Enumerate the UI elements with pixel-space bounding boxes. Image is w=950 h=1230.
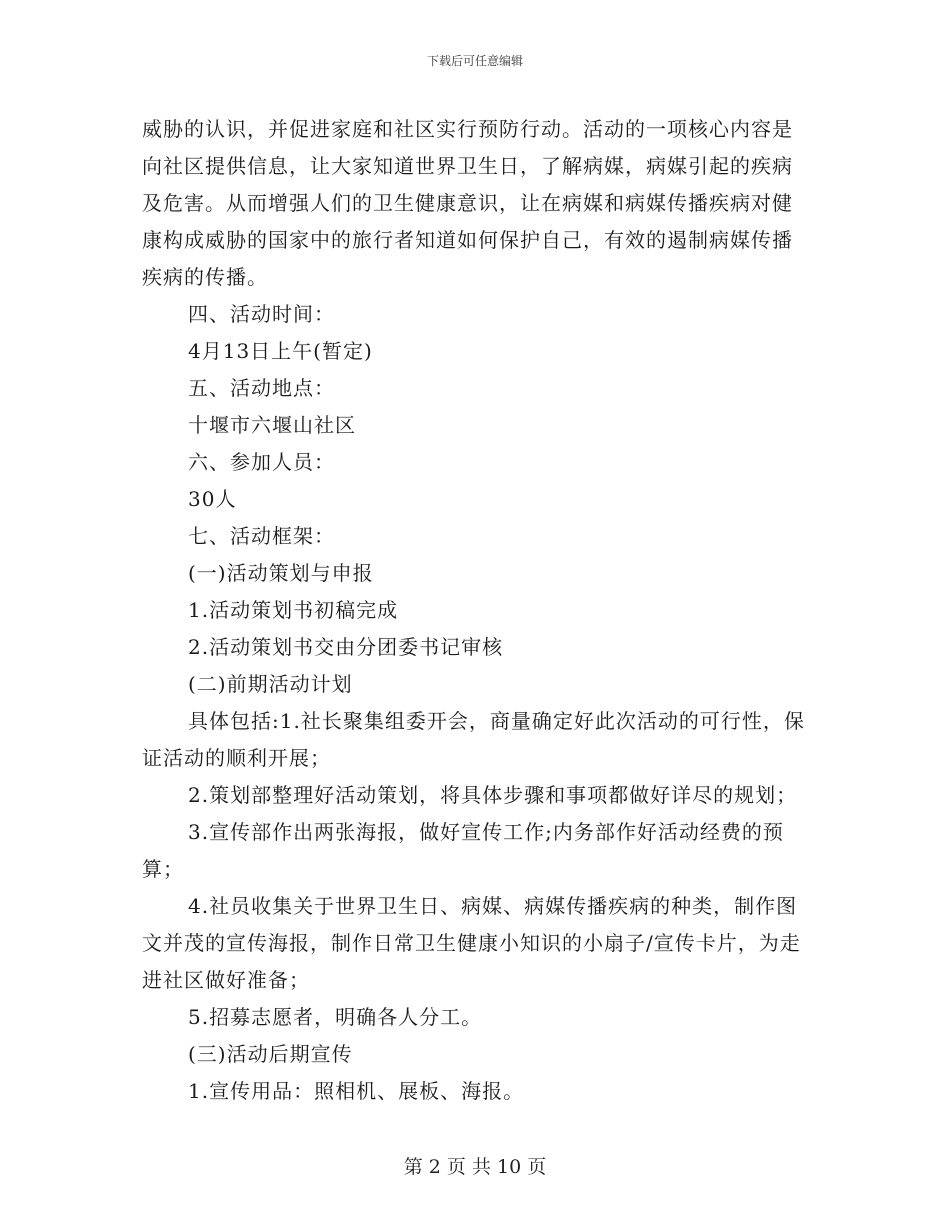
list-item-pre-4: 4.社员收集关于世界卫生日、病媒、病媒传播疾病的种类，制作图文并茂的宣传海报，制作日常卫生健康小知识的小扇子/宣传卡片，为走进社区做好准备；	[142, 894, 801, 992]
document-body	[142, 111, 812, 1110]
list-item-planning-1: 1.活动策划书初稿完成	[188, 598, 399, 622]
list-item-post-1: 1.宣传用品：照相机、展板、海报。	[188, 1079, 525, 1103]
header-note: 下载后可任意编辑	[426, 54, 523, 68]
subheading-planning: (一)活动策划与申报	[188, 561, 374, 585]
paragraph-participants: 30人	[188, 487, 237, 511]
subheading-post-activity: (三)活动后期宣传	[188, 1042, 353, 1066]
section-heading-framework: 七、活动框架：	[188, 524, 335, 548]
paragraph-time: 4月13日上午(暂定)	[188, 339, 373, 363]
section-heading-time: 四、活动时间：	[188, 302, 335, 326]
paragraph-location: 十堰市六堰山社区	[188, 413, 356, 437]
list-item-pre-5: 5.招募志愿者，明确各人分工。	[188, 1005, 483, 1029]
section-heading-participants: 六、参加人员：	[188, 450, 335, 474]
list-item-pre-1: 具体包括:1.社长聚集组委开会，商量确定好此次活动的可行性，保证活动的顺利开展；	[142, 709, 805, 770]
subheading-pre-activity: (二)前期活动计划	[188, 672, 353, 696]
paragraph-intro: 威胁的认识，并促进家庭和社区实行预防行动。活动的一项核心内容是向社区提供信息，让大家知道世界卫生日，了解病媒，病媒引起的疾病及危害。从而增强人们的卫生健康意识，让在病媒和病媒传播疾病对健康构成威胁的国家中的旅行者知道如何保护自己，有效的遏制病媒传播疾病的传播。	[142, 117, 793, 289]
list-item-pre-2: 2.策划部整理好活动策划，将具体步骤和事项都做好详尽的规划；	[188, 783, 798, 807]
section-heading-location: 五、活动地点：	[188, 376, 335, 400]
list-item-planning-2: 2.活动策划书交由分团委书记审核	[188, 635, 504, 659]
list-item-pre-3: 3.宣传部作出两张海报，做好宣传工作;内务部作好活动经费的预算；	[142, 820, 784, 881]
page-number-footer: 第 2 页 共 10 页	[403, 1156, 547, 1178]
